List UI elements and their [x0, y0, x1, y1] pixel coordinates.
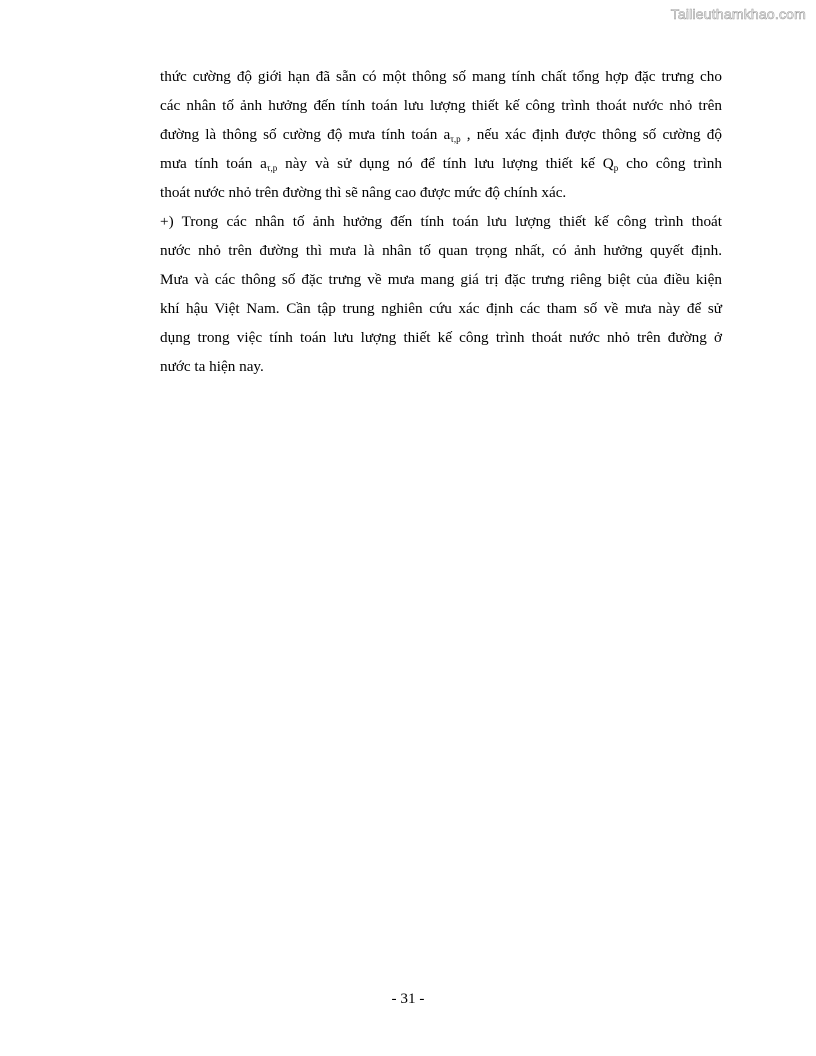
text-segment: cho công trình — [618, 155, 722, 172]
watermark: Tailieuthamkhao.com — [670, 6, 806, 22]
text-line: Mưa và các thông số đặc trưng về mưa mang giá trị đặc trưng riêng biệt của điều kiện — [160, 271, 722, 288]
text-line: thoát nước nhỏ trên đường thì sẽ nâng cao được mức độ chính xác. — [160, 184, 567, 201]
text-line: khí hậu Việt Nam. Cần tập trung nghiên cứu xác định các tham số về mưa này để sử — [160, 300, 722, 317]
paragraph-1 — [160, 62, 722, 207]
text-line: các nhân tố ảnh hưởng đến tính toán lưu lượng thiết kế công trình thoát nước nhỏ trên — [160, 97, 722, 114]
text-line: dụng trong việc tính toán lưu lượng thiết kế công trình thoát nước nhỏ trên đường ở — [160, 329, 722, 346]
text-line — [160, 120, 722, 149]
document-body — [160, 62, 722, 381]
subscript: τ,p — [266, 163, 278, 173]
text-line: +) Trong các nhân tố ảnh hưởng đến tính toán lưu lượng thiết kế công trình thoát — [160, 213, 722, 230]
text-segment: mưa tính toán a — [160, 155, 267, 172]
text-segment: , nếu xác định được thông số cường độ — [460, 126, 722, 143]
text-line: nước ta hiện nay. — [160, 358, 264, 375]
page-number: - 31 - — [391, 990, 425, 1007]
text-line: nước nhỏ trên đường thì mưa là nhân tố quan trọng nhất, có ảnh hưởng quyết định. — [160, 242, 722, 259]
text-line — [160, 149, 722, 178]
subscript: τ,p — [450, 134, 461, 144]
text-segment: này và sử dụng nó để tính lưu lượng thiết kế Q — [277, 155, 614, 172]
paragraph-2 — [160, 207, 722, 381]
text-line: thức cường độ giới hạn đã sẵn có một thông số mang tính chất tổng hợp đặc trưng cho — [160, 68, 722, 85]
text-segment: đường là thông số cường độ mưa tính toán a — [160, 126, 451, 143]
subscript: p — [613, 163, 619, 173]
